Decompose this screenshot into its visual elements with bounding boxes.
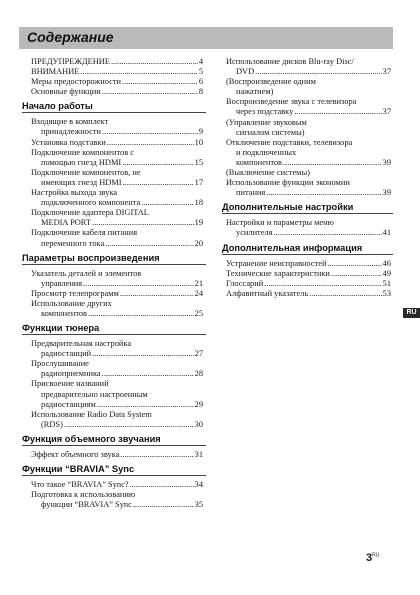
page-number-value: 3 (366, 552, 373, 564)
toc-entry-text: переменного тока (41, 238, 105, 248)
toc-entry-text: Устранение неисправностей (226, 258, 327, 268)
toc-leader-dots (283, 158, 382, 168)
toc-page-number: 18 (194, 198, 203, 208)
toc-entry-text: Основные функции (31, 87, 101, 97)
toc-leader-dots (264, 279, 381, 289)
toc-section-heading: Параметры воспроизведения (22, 253, 206, 265)
toc-entry-text: принадлежности (41, 127, 102, 137)
toc-section-heading: Начало работы (22, 101, 206, 113)
toc-section-heading: Функции тюнера (22, 323, 206, 335)
toc-page-number: 46 (382, 258, 391, 268)
toc-entry-text: MEDIA PORT (41, 218, 91, 228)
toc-entry-text: Просмотр телепрограмм (31, 288, 119, 298)
toc-page-number: 5 (198, 67, 203, 77)
toc-entry-text: управления (41, 278, 83, 288)
toc-entry-text: компонентов (41, 308, 88, 318)
toc-entry[interactable] (226, 77, 391, 97)
toc-entry-text: Использование Radio Data System (31, 409, 152, 419)
toc-entry[interactable] (31, 490, 203, 510)
toc-page-number: 37 (382, 67, 391, 77)
toc-entry-text: (Управление звуковым (226, 117, 307, 127)
toc-entry-text: Подключение адаптера DIGITAL (31, 208, 149, 218)
toc-entry[interactable] (226, 57, 391, 77)
toc-leader-dots (105, 239, 193, 249)
toc-entry[interactable] (31, 87, 203, 97)
toc-page-number: 30 (194, 419, 203, 429)
toc-entry-text: радиостанций (41, 349, 92, 359)
toc-leader-dots (102, 87, 198, 97)
toc-entry[interactable] (226, 279, 391, 289)
toc-page-number: 10 (194, 137, 203, 147)
toc-page-number: 15 (194, 157, 203, 167)
toc-right-column (222, 57, 391, 299)
toc-section-heading: Функции “BRAVIA” Sync (22, 464, 206, 476)
toc-entry-text: (Воспроизведение одним (226, 77, 316, 87)
toc-entry-text: Глоссарий (226, 278, 264, 288)
toc-page-number: 31 (194, 449, 203, 459)
toc-page-number: 49 (382, 268, 391, 278)
toc-entry-text: Воспроизведение звука с телевизора (226, 97, 357, 107)
toc-section-heading: Дополнительные настройки (222, 202, 393, 214)
toc-page-number: 20 (194, 238, 203, 248)
toc-entry[interactable] (31, 208, 203, 228)
toc-page-number: 34 (194, 480, 203, 489)
toc-entry[interactable] (31, 410, 203, 430)
toc-entry-text: и подключенных (236, 147, 297, 157)
toc-leader-dots (309, 289, 381, 299)
toc-entry-text: Алфавитный указатель (226, 288, 309, 298)
toc-entry-text: Присвоение названий (31, 379, 109, 389)
toc-entry[interactable] (31, 289, 203, 299)
toc-page-number: 53 (382, 288, 391, 298)
toc-entry-text: помощью гнезд HDMI (41, 157, 122, 167)
toc-leader-dots (107, 138, 194, 148)
toc-entry[interactable] (226, 289, 391, 299)
toc-leader-dots (266, 188, 381, 198)
toc-entry-text: радиостанциям (41, 399, 96, 409)
toc-entry-text: радиоприемника (41, 369, 101, 379)
page-number (366, 552, 379, 564)
toc-entry-text: имеющих гнезд HDMI (41, 177, 122, 187)
toc-entry-text: Меры предосторожности (31, 77, 122, 87)
toc-leader-dots (92, 218, 194, 228)
toc-leader-dots (120, 289, 194, 299)
toc-entry-text: Что такое “BRAVIA” Sync? (31, 480, 129, 489)
toc-entry-text: нажатием) (236, 87, 274, 97)
toc-page-number: 28 (194, 369, 203, 379)
toc-leader-dots (102, 127, 198, 137)
toc-leader-dots (133, 500, 194, 510)
toc-leader-dots (92, 349, 193, 359)
language-tab: RU (403, 308, 420, 318)
toc-entry[interactable] (226, 118, 391, 138)
toc-page-number: 41 (382, 228, 391, 238)
toc-entry-text: Прослушивание (31, 359, 89, 369)
toc-entry-text: компонентов (236, 157, 283, 167)
toc-entry[interactable] (31, 339, 203, 359)
toc-leader-dots (122, 77, 198, 87)
toc-entry-text: питания (236, 188, 266, 198)
toc-entry[interactable] (31, 188, 203, 208)
toc-entry-text: Технические характеристики (226, 268, 330, 278)
toc-entry[interactable] (31, 379, 203, 409)
toc-entry-text: (Выключение системы) (226, 168, 310, 178)
toc-entry[interactable] (31, 228, 203, 248)
toc-entry-text: усилителя (236, 228, 273, 238)
toc-leader-dots (273, 228, 381, 238)
toc-entry-text: Установка подставки (31, 137, 106, 147)
toc-entry[interactable] (226, 218, 391, 238)
toc-page-number: 35 (194, 500, 203, 510)
toc-leader-dots (83, 279, 193, 289)
toc-leader-dots (327, 259, 381, 269)
toc-entry[interactable] (31, 359, 203, 379)
toc-section-heading: Функция объемного звучания (22, 434, 206, 446)
toc-leader-dots (331, 269, 382, 279)
toc-leader-dots (111, 57, 198, 67)
toc-entry[interactable] (226, 269, 391, 279)
page-title: Содержание (27, 29, 114, 45)
toc-entry-text: функции “BRAVIA” Sync (41, 500, 132, 510)
toc-entry-text: Настройки и параметры меню (226, 218, 334, 228)
toc-section-heading: Дополнительная информация (222, 243, 393, 255)
toc-leader-dots (130, 480, 194, 490)
toc-entry[interactable] (226, 97, 391, 117)
toc-entry-text: подключенного компонента (41, 198, 141, 208)
toc-entry-text: ВНИМАНИЕ (31, 67, 80, 77)
toc-leader-dots (123, 178, 194, 188)
page-number-suffix: RU (372, 552, 380, 559)
toc-leader-dots (64, 420, 194, 430)
toc-entry-text: (RDS) (41, 419, 63, 429)
toc-entry[interactable] (31, 168, 203, 188)
toc-entry-text: Использование функции экономии (226, 178, 350, 188)
toc-entry[interactable] (226, 138, 391, 168)
toc-entry-text: Указатель деталей и элементов (31, 268, 142, 278)
toc-entry[interactable] (31, 299, 203, 319)
toc-page-number: 6 (198, 77, 203, 87)
toc-entry-text: Входящие в комплект (31, 117, 109, 127)
toc-leader-dots (88, 309, 194, 319)
toc-entry-text: предварительно настроенным (41, 389, 148, 399)
toc-page-number: 9 (198, 127, 203, 137)
toc-entry[interactable] (31, 57, 203, 67)
toc-page-number: 19 (194, 218, 203, 228)
toc-entry[interactable] (31, 450, 203, 460)
toc-entry[interactable] (31, 117, 203, 137)
toc-entry-text: через подставку (236, 107, 294, 117)
toc-entry-text: ПРЕДУПРЕЖДЕНИЕ (31, 57, 110, 66)
toc-leader-dots (102, 369, 194, 379)
toc-page-number: 51 (382, 278, 391, 288)
toc-entry[interactable] (31, 138, 203, 148)
title-bar (19, 27, 393, 49)
toc-entry[interactable] (31, 77, 203, 87)
toc-entry[interactable] (226, 168, 391, 178)
toc-page-number: 8 (198, 87, 203, 97)
toc-page-number: 37 (382, 107, 391, 117)
toc-entry-text: Отключение подставки, телевизора (226, 137, 353, 147)
toc-page-number: 25 (194, 308, 203, 318)
toc-page-number: 24 (194, 288, 203, 298)
toc-entry[interactable] (31, 67, 203, 77)
toc-leader-dots (255, 67, 381, 77)
toc-left-column (22, 57, 203, 510)
toc-leader-dots (97, 400, 194, 410)
toc-entry-text: Предварительная настройка (31, 339, 132, 349)
toc-entry[interactable] (31, 148, 203, 168)
toc-page-number: 29 (194, 399, 203, 409)
toc-page-number: 39 (382, 157, 391, 167)
toc-page-number: 27 (194, 349, 203, 359)
toc-entry-text: Настройка выхода звука (31, 188, 118, 198)
toc-entry-text: Подготовка к использованию (31, 490, 136, 500)
toc-page-number: 17 (194, 177, 203, 187)
toc-leader-dots (141, 198, 193, 208)
toc-entry-text: DVD (236, 67, 255, 77)
toc-entry-text: Использование других (31, 298, 112, 308)
toc-entry-text: Эффект объемного звука (31, 449, 120, 459)
toc-entry[interactable] (226, 178, 391, 198)
toc-leader-dots (80, 67, 197, 77)
toc-page-number: 4 (198, 57, 203, 66)
toc-leader-dots (294, 107, 381, 117)
toc-entry[interactable] (226, 259, 391, 269)
toc-entry-text: Подключение кабеля питания (31, 228, 138, 238)
toc-entry-text: сигналом системы) (236, 127, 305, 137)
toc-leader-dots (120, 450, 193, 460)
toc-entry-text: Подключение компонентов, не (31, 167, 141, 177)
toc-entry[interactable] (31, 480, 203, 490)
toc-entry[interactable] (31, 269, 203, 289)
toc-leader-dots (122, 158, 193, 168)
toc-entry-text: Подключение компонентов с (31, 147, 134, 157)
toc-entry-text: Использование дисков Blu-ray Disc/ (226, 57, 354, 66)
toc-page-number: 21 (194, 278, 203, 288)
toc-page-number: 39 (382, 188, 391, 198)
